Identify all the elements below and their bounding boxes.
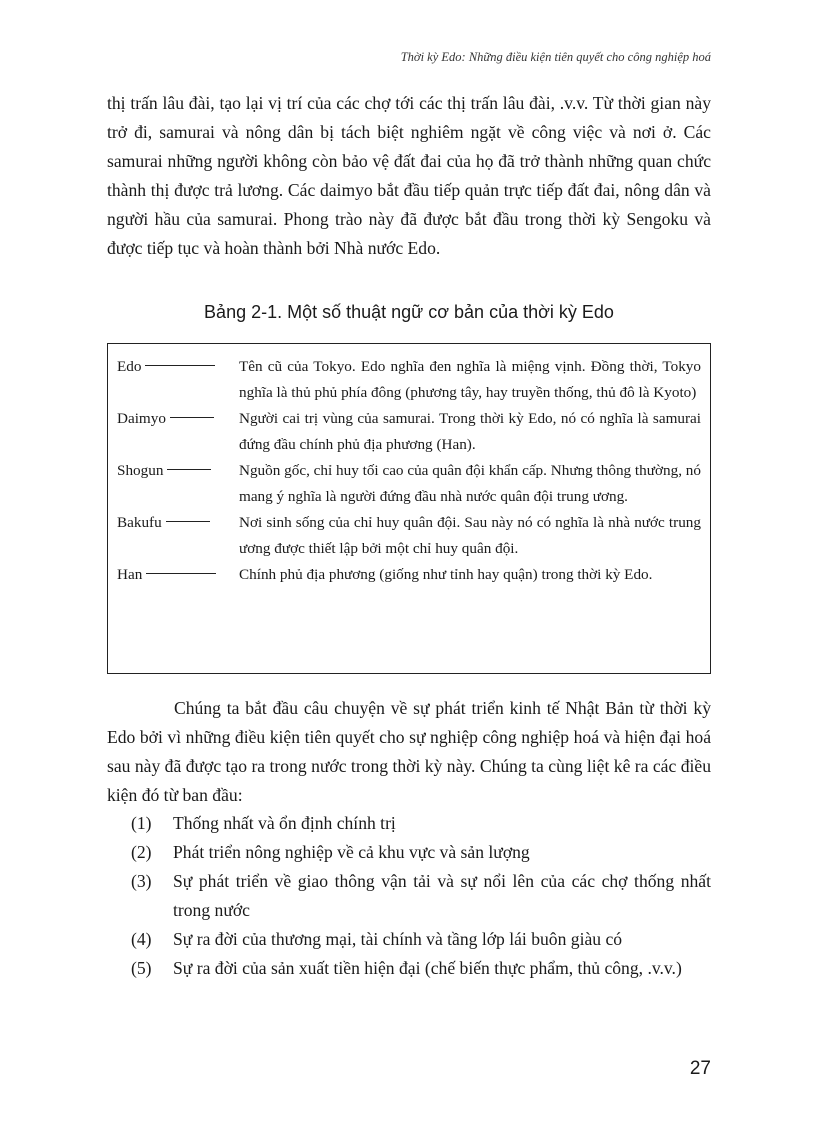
term-leader-line bbox=[145, 365, 215, 366]
term-row-edo bbox=[117, 354, 702, 406]
list-item-text: Thống nhất và ổn định chính trị bbox=[173, 813, 396, 833]
term-definition: Tên cũ của Tokyo. Edo nghĩa đen nghĩa là miệng vịnh. Đồng thời, Tokyo nghĩa là thủ phủ phía đông (phương tây, hay truyền thống, thủ đô là Kyoto) bbox=[239, 358, 701, 401]
term-row-daimyo bbox=[117, 406, 702, 458]
intro-paragraph: thị trấn lâu đài, tạo lại vị trí của các chợ tới các thị trấn lâu đài, .v.v. Từ thời gian này trở đi, samurai và nông dân bị tách biệt nghiêm ngặt về công việc và nơi ở. Các samurai những người không còn bảo vệ đất đai của họ đã trở thành những quan chức thành thị được trả lương. Các daimyo bắt đầu tiếp quản trực tiếp đất đai, nông dân và người hầu của samurai. Phong trào này đã được bắt đầu trong thời kỳ Sengoku và được tiếp tục và hoàn thành bởi Nhà nước Edo. bbox=[107, 93, 711, 258]
term-label: Bakufu bbox=[117, 514, 162, 531]
term-label: Daimyo bbox=[117, 410, 166, 427]
list-item bbox=[131, 838, 711, 867]
term-leader-line bbox=[146, 573, 216, 574]
term-label: Han bbox=[117, 566, 143, 583]
term-leader-line bbox=[170, 417, 214, 418]
list-item bbox=[131, 954, 711, 983]
term-definition: Người cai trị vùng của samurai. Trong thời kỳ Edo, nó có nghĩa là samurai đứng đầu chính phủ địa phương (Han). bbox=[239, 410, 701, 453]
list-item-text: Sự ra đời của sản xuất tiền hiện đại (chế biến thực phẩm, thủ công, .v.v.) bbox=[173, 958, 682, 978]
terms-table bbox=[107, 343, 711, 674]
table-title: Bảng 2-1. Một số thuật ngữ cơ bản của thời kỳ Edo bbox=[204, 302, 614, 322]
page-number: 27 bbox=[689, 1058, 711, 1079]
term-leader-line bbox=[166, 521, 210, 522]
term-label: Edo bbox=[117, 358, 142, 375]
term-label: Shogun bbox=[117, 462, 164, 479]
list-item-text: Sự ra đời của thương mại, tài chính và tầng lớp lái buôn giàu có bbox=[173, 929, 623, 949]
list-item-number: (1) bbox=[131, 813, 152, 833]
term-leader-line bbox=[167, 469, 211, 470]
term-row-shogun bbox=[117, 458, 702, 510]
list-item bbox=[131, 925, 711, 954]
term-row-han bbox=[117, 562, 702, 588]
term-definition: Nơi sinh sống của chỉ huy quân đội. Sau này nó có nghĩa là nhà nước trung ương được thiết lập bởi một chỉ huy quân đội. bbox=[239, 514, 701, 557]
list-item-number: (4) bbox=[131, 929, 152, 949]
list-item-number: (2) bbox=[131, 842, 152, 862]
list-item bbox=[131, 867, 711, 925]
list-item-text: Sự phát triển về giao thông vận tải và sự nổi lên của các chợ thống nhất trong nước bbox=[173, 871, 711, 920]
list-item-text: Phát triển nông nghiệp về cả khu vực và sản lượng bbox=[173, 842, 530, 862]
body-paragraph: Chúng ta bắt đầu câu chuyện về sự phát triển kinh tế Nhật Bản từ thời kỳ Edo bởi vì những điều kiện tiên quyết cho sự nghiệp công nghiệp hoá và hiện đại hoá sau này đã được tạo ra trong nước trong thời kỳ này. Chúng ta cùng liệt kê ra các điều kiện đó từ ban đầu: bbox=[107, 698, 711, 805]
list-item-number: (5) bbox=[131, 958, 152, 978]
running-header: Thời kỳ Edo: Những điều kiện tiên quyết cho công nghiệp hoá bbox=[400, 50, 711, 64]
term-row-bakufu bbox=[117, 510, 702, 562]
conditions-list bbox=[131, 809, 711, 983]
term-definition: Nguồn gốc, chỉ huy tối cao của quân đội khẩn cấp. Nhưng thông thường, nó mang ý nghĩa là người đứng đầu nhà nước quân đội trung ương. bbox=[239, 462, 701, 505]
list-item bbox=[131, 809, 711, 838]
term-definition: Chính phủ địa phương (giống như tỉnh hay quận) trong thời kỳ Edo. bbox=[239, 566, 653, 583]
list-item-number: (3) bbox=[131, 871, 152, 891]
